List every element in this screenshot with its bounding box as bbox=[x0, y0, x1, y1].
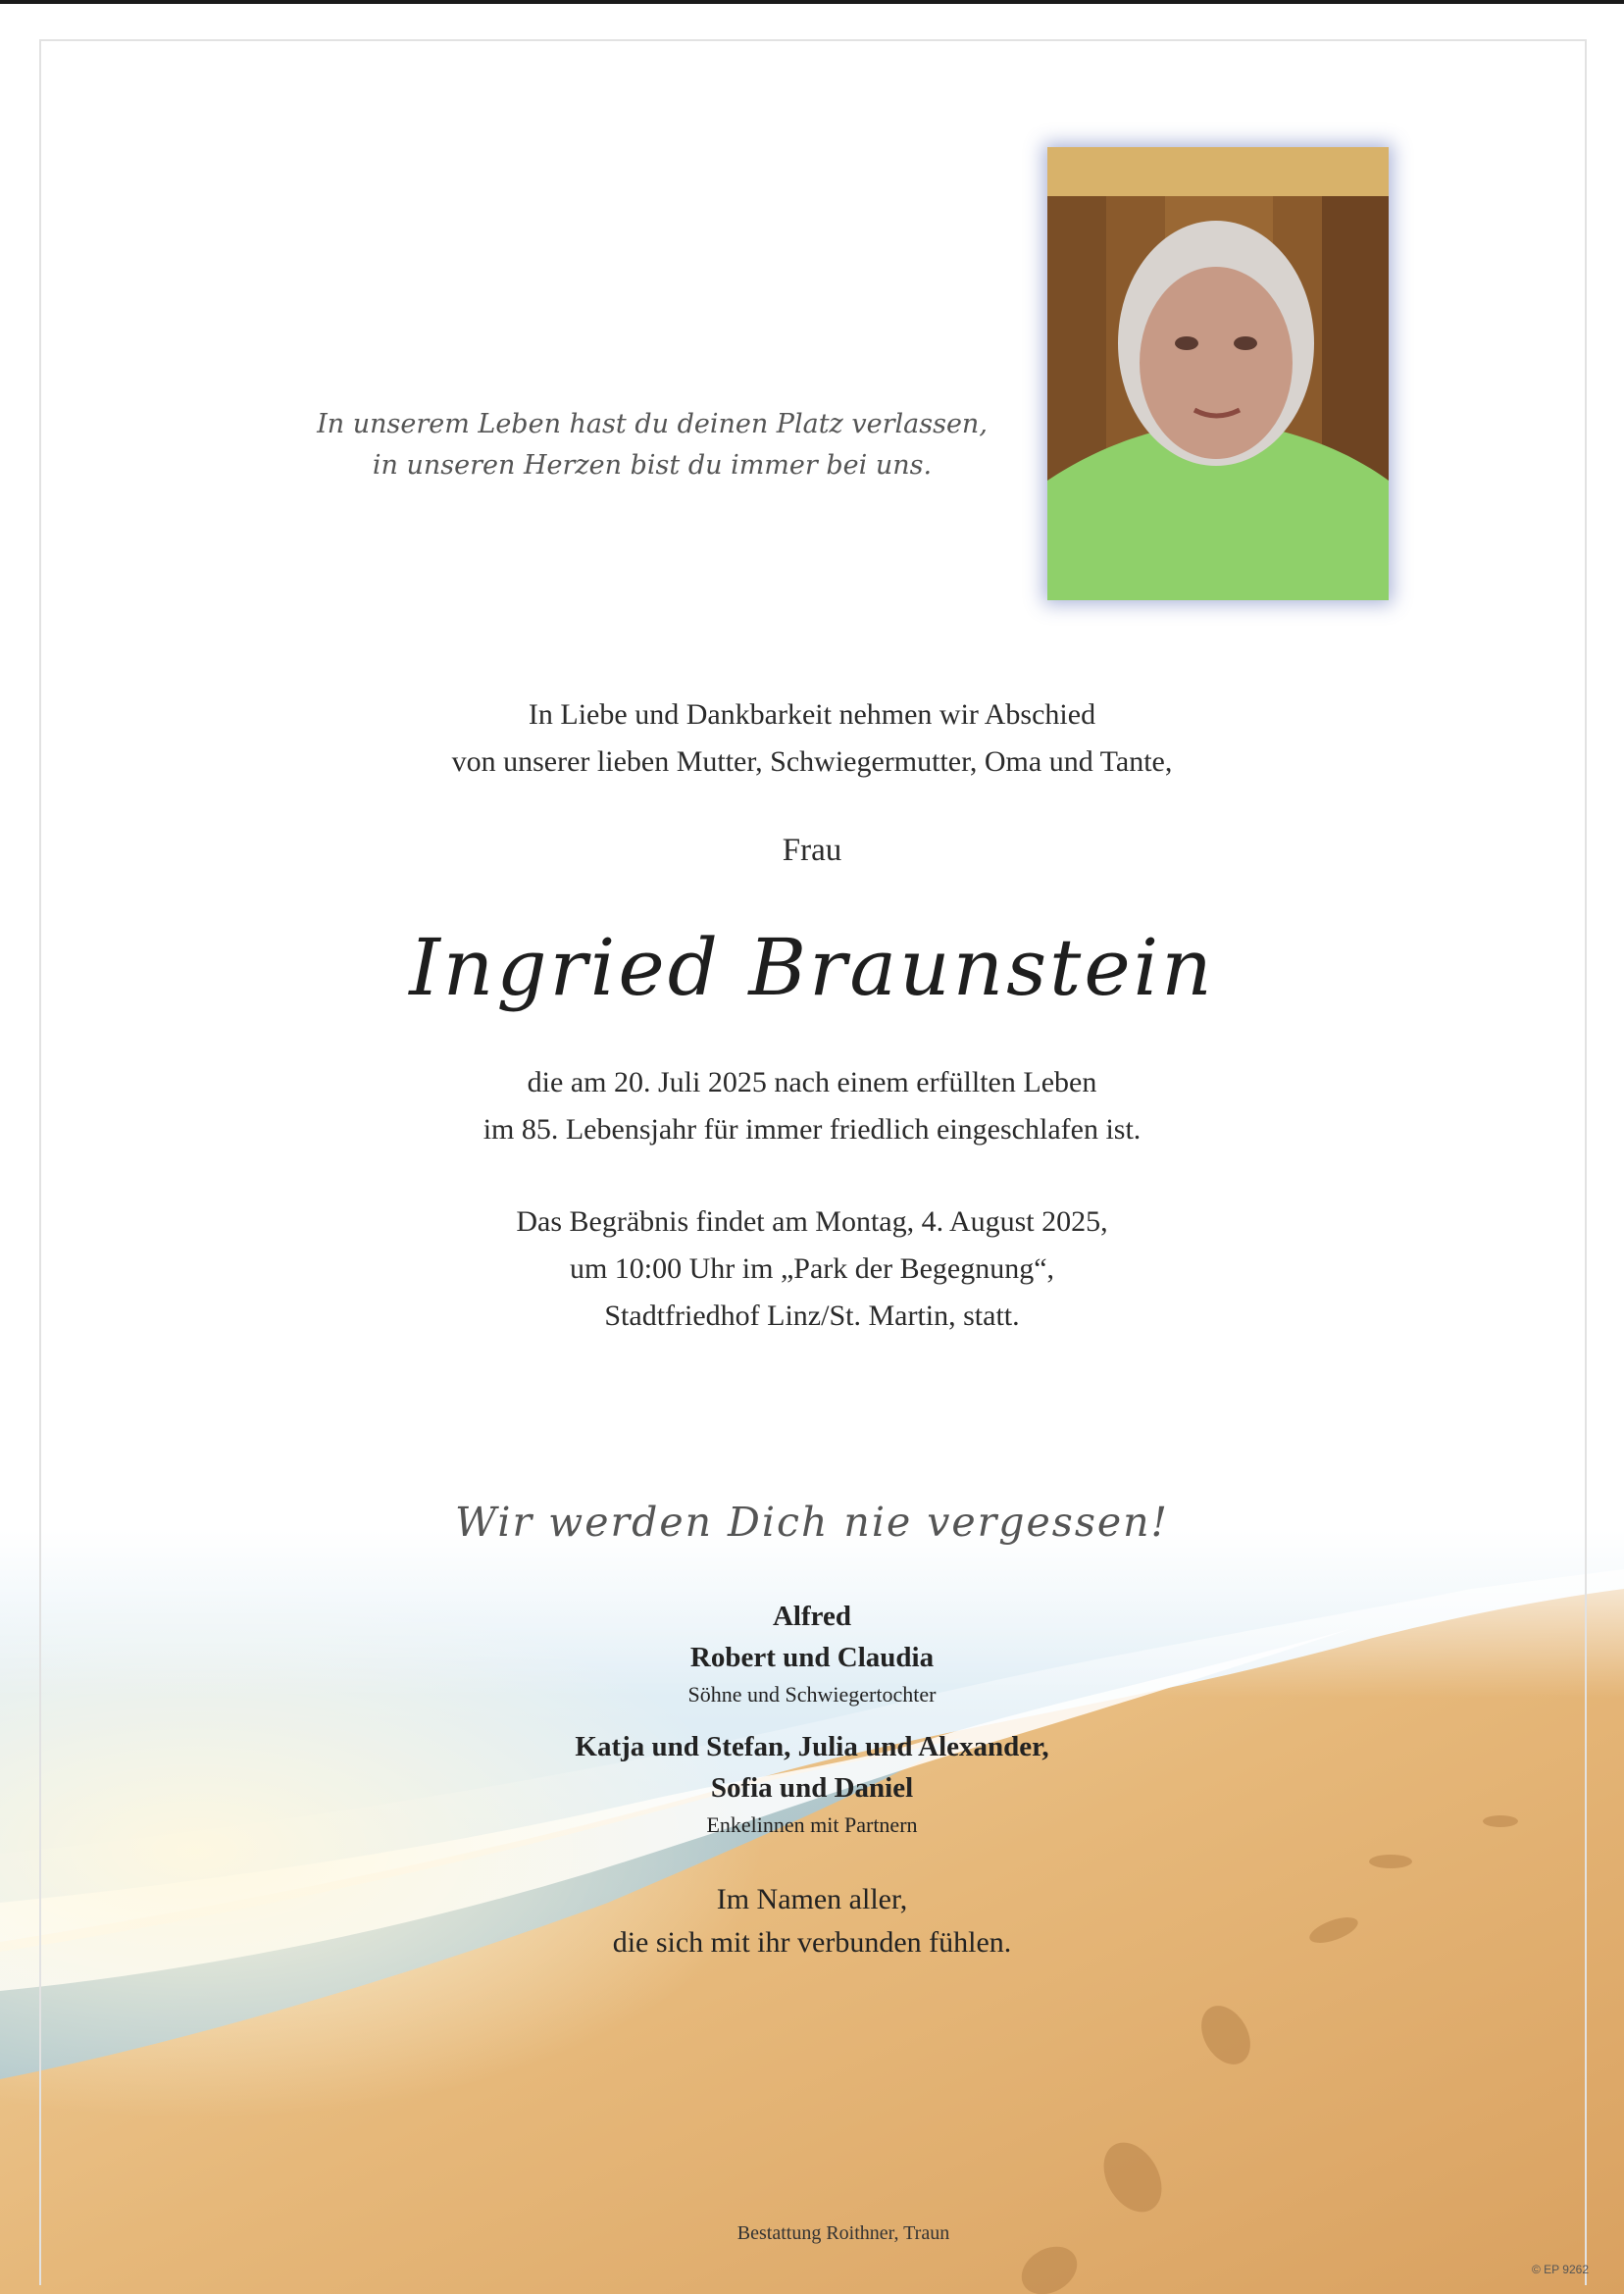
closing-line-1: Im Namen aller, bbox=[716, 1883, 908, 1915]
portrait-photo bbox=[1047, 147, 1389, 600]
funeral-line-1: Das Begräbnis findet am Montag, 4. August 2025, bbox=[516, 1205, 1108, 1238]
document-code: © EP 9262 bbox=[1532, 2263, 1589, 2276]
family-name-line: Alfred bbox=[772, 1601, 851, 1632]
funeral-line-3: Stadtfriedhof Linz/St. Martin, statt. bbox=[604, 1300, 1020, 1332]
funeral-line-2: um 10:00 Uhr im „Park der Begegnung“, bbox=[569, 1252, 1055, 1285]
funeral-info bbox=[0, 1198, 1624, 1340]
death-line-1: die am 20. Juli 2025 nach einem erfüllten Leben bbox=[527, 1066, 1097, 1098]
deceased-name: Ingried Braunstein bbox=[409, 922, 1215, 1013]
intro-line-2: von unserer lieben Mutter, Schwiegermutter, Oma und Tante, bbox=[451, 745, 1173, 778]
motto: Wir werden Dich nie vergessen! bbox=[454, 1499, 1170, 1546]
funeral-home: Bestattung Roithner, Traun bbox=[736, 2222, 950, 2244]
memorial-quote bbox=[294, 404, 1010, 486]
salutation: Frau bbox=[782, 833, 842, 868]
family-name-line: Sofia und Daniel bbox=[710, 1772, 914, 1804]
quote-line-2: in unseren Herzen bist du immer bei uns. bbox=[372, 450, 933, 481]
closing-text bbox=[0, 1878, 1624, 1964]
intro-line-1: In Liebe und Dankbarkeit nehmen wir Abschied bbox=[528, 698, 1096, 731]
family-role: Enkelinnen mit Partnern bbox=[706, 1812, 918, 1837]
family-group-sons bbox=[0, 1596, 1624, 1711]
family-name-line: Katja und Stefan, Julia und Alexander, bbox=[575, 1731, 1049, 1762]
closing-line-2: die sich mit ihr verbunden fühlen. bbox=[612, 1926, 1012, 1959]
death-line-2: im 85. Lebensjahr für immer friedlich eingeschlafen ist. bbox=[482, 1113, 1142, 1146]
family-group-grandchildren bbox=[0, 1726, 1624, 1842]
quote-line-1: In unserem Leben hast du deinen Platz verlassen, bbox=[317, 409, 988, 439]
family-name-line: Robert und Claudia bbox=[689, 1642, 935, 1673]
family-role: Söhne und Schwiegertochter bbox=[687, 1682, 937, 1707]
intro-text bbox=[0, 691, 1624, 786]
death-notice bbox=[0, 1059, 1624, 1153]
top-edge bbox=[0, 0, 1624, 4]
